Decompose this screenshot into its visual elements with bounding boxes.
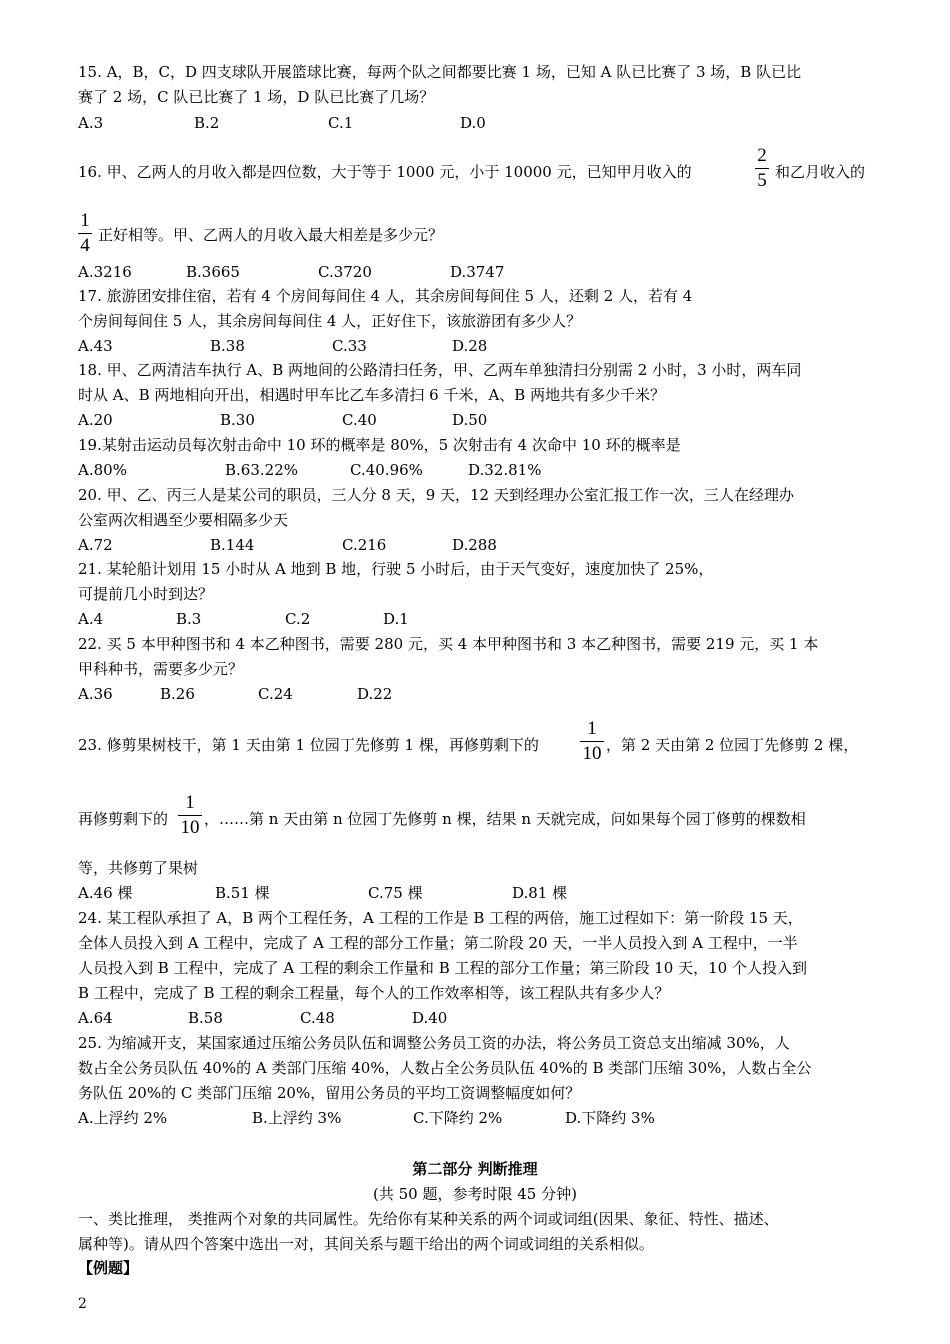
q24-option-a: A.64 bbox=[78, 1009, 113, 1027]
q25-line1: 25. 为缩减开支，某国家通过压缩公务员队伍和调整公务员工资的办法，将公务员工资总支出缩减 30%，人 bbox=[78, 1034, 790, 1052]
section-subtitle: (共 50 题，参考时限 45 分钟) bbox=[373, 1185, 577, 1203]
q21-option-d: D.1 bbox=[383, 610, 409, 628]
q16-option-d: D.3747 bbox=[450, 263, 505, 281]
q25-line2: 数占全公务员队伍 40%的 A 类部门压缩 40%，人数占全公务员队伍 40%的 B 类部门压缩 30%，人数占全公 bbox=[78, 1059, 812, 1077]
q15-option-b: B.2 bbox=[194, 114, 220, 132]
q15-option-a: A.3 bbox=[78, 114, 104, 132]
q24-option-d: D.40 bbox=[412, 1009, 448, 1027]
q23-option-c: C.75 棵 bbox=[368, 884, 423, 902]
section-title: 第二部分 判断推理 bbox=[412, 1160, 538, 1178]
q22-option-c: C.24 bbox=[258, 685, 293, 703]
q20-line2: 公室两次相遇至少要相隔多少天 bbox=[78, 511, 289, 529]
q24-option-c: C.48 bbox=[300, 1009, 335, 1027]
q22-option-d: D.22 bbox=[357, 685, 393, 703]
section-intro-line2: 属种等)。请从四个答案中选出一对，其间关系与题干给出的两个词或词组的关系相似。 bbox=[78, 1235, 654, 1253]
q17-option-b: B.38 bbox=[210, 337, 245, 355]
fraction-denominator: 10 bbox=[180, 817, 200, 838]
q17-line1: 17. 旅游团安排住宿，若有 4 个房间每间住 4 人，其余房间每间住 5 人，还剩 2 人，若有 4 bbox=[78, 287, 693, 305]
q23-fraction-1-10-b bbox=[178, 792, 202, 839]
q20-line1: 20. 甲、乙、丙三人是某公司的职员，三人分 8 天，9 天，12 天到经理办公室汇报工作一次，三人在经理办 bbox=[78, 486, 794, 504]
q19-option-b: B.63.22% bbox=[225, 461, 298, 479]
q16-option-b: B.3665 bbox=[186, 263, 240, 281]
q25-option-b: B.上浮约 3% bbox=[252, 1109, 342, 1127]
q25-line3: 务队伍 20%的 C 类部门压缩 20%，留用公务员的平均工资调整幅度如何？ bbox=[78, 1084, 581, 1102]
fraction-numerator: 2 bbox=[757, 145, 767, 166]
q24-option-b: B.58 bbox=[188, 1009, 223, 1027]
q24-line4: B 工程中，完成了 B 工程的剩余工程量，每个人的工作效率相等，该工程队共有多少人？ bbox=[78, 984, 670, 1002]
q15-line2: 赛了 2 场，C 队已比赛了 1 场，D 队已比赛了几场？ bbox=[78, 88, 435, 106]
q21-line1: 21. 某轮船计划用 15 小时从 A 地到 B 地，行驶 5 小时后，由于天气变好，速度加快了 25%， bbox=[78, 560, 714, 578]
q23-line2b: ，……第 n 天由第 n 位园丁先修剪 n 棵，结果 n 天就完成，问如果每个园丁修剪的棵数相 bbox=[204, 810, 806, 828]
q21-option-c: C.2 bbox=[285, 610, 311, 628]
q18-option-c: C.40 bbox=[342, 411, 377, 429]
q23-line1b: ，第 2 天由第 2 位园丁先修剪 2 棵， bbox=[606, 736, 859, 754]
q23-option-d: D.81 棵 bbox=[512, 884, 568, 902]
page-number: 2 bbox=[78, 1296, 87, 1312]
q17-option-a: A.43 bbox=[78, 337, 113, 355]
q23-line1a: 23. 修剪果树枝干，第 1 天由第 1 位园丁先修剪 1 棵，再修剪剩下的 bbox=[78, 736, 539, 754]
q17-line2: 个房间每间住 5 人，其余房间每间住 4 人，正好住下，该旅游团有多少人？ bbox=[78, 312, 582, 330]
q17-option-c: C.33 bbox=[332, 337, 367, 355]
q19-option-c: C.40.96% bbox=[350, 461, 423, 479]
fraction-numerator: 1 bbox=[80, 210, 90, 231]
q18-option-a: A.20 bbox=[78, 411, 113, 429]
fraction-bar bbox=[755, 168, 769, 169]
q22-option-b: B.26 bbox=[160, 685, 195, 703]
q23-line2a: 再修剪剩下的 bbox=[78, 810, 169, 828]
q18-option-d: D.50 bbox=[452, 411, 488, 429]
q16-line1b: 和乙月收入的 bbox=[775, 163, 866, 181]
q22-line1: 22. 买 5 本甲种图书和 4 本乙种图书，需要 280 元，买 4 本甲种图书和 3 本乙种图书，需要 219 元，买 1 本 bbox=[78, 635, 819, 653]
q16-option-c: C.3720 bbox=[318, 263, 372, 281]
fraction-bar bbox=[580, 741, 604, 742]
q20-option-c: C.216 bbox=[342, 536, 387, 554]
q16-option-a: A.3216 bbox=[78, 263, 132, 281]
q15-option-d: D.0 bbox=[460, 114, 486, 132]
q16-line1a: 16. 甲、乙两人的月收入都是四位数，大于等于 1000 元，小于 10000 元，已知甲月收入的 bbox=[78, 163, 692, 181]
q17-option-d: D.28 bbox=[452, 337, 488, 355]
example-label: 【例题】 bbox=[78, 1259, 139, 1277]
q16-line2: 正好相等。甲、乙两人的月收入最大相差是多少元？ bbox=[98, 226, 444, 244]
q23-option-b: B.51 棵 bbox=[215, 884, 270, 902]
q21-option-a: A.4 bbox=[78, 610, 104, 628]
q25-option-a: A.上浮约 2% bbox=[78, 1109, 168, 1127]
q24-line3: 人员投入到 B 工程中，完成了 A 工程的剩余工作量和 B 工程的部分工作量；第三阶段 10 天，10 个人投入到 bbox=[78, 959, 807, 977]
q20-option-d: D.288 bbox=[452, 536, 497, 554]
fraction-bar bbox=[78, 233, 92, 234]
fraction-denominator: 5 bbox=[757, 170, 767, 191]
q16-fraction-2-5 bbox=[755, 145, 769, 192]
q20-option-b: B.144 bbox=[210, 536, 255, 554]
section-intro-line1: 一、类比推理， 类推两个对象的共同属性。先给你有某种关系的两个词或词组(因果、象征、特性、描述、 bbox=[78, 1210, 779, 1228]
q19-option-a: A.80% bbox=[78, 461, 127, 479]
q19-option-d: D.32.81% bbox=[468, 461, 542, 479]
q25-option-c: C.下降约 2% bbox=[413, 1109, 503, 1127]
q22-line2: 甲科种书，需要多少元？ bbox=[78, 660, 244, 678]
fraction-numerator: 1 bbox=[587, 718, 597, 739]
q19-line1: 19.某射击运动员每次射击命中 10 环的概率是 80%，5 次射击有 4 次命中 10 环的概率是 bbox=[78, 436, 681, 454]
q21-line2: 可提前几小时到达？ bbox=[78, 585, 214, 603]
q23-option-a: A.46 棵 bbox=[78, 884, 133, 902]
q25-option-d: D.下降约 3% bbox=[565, 1109, 655, 1127]
q21-option-b: B.3 bbox=[176, 610, 202, 628]
q23-line3: 等，共修剪了果树 bbox=[78, 859, 199, 877]
q15-option-c: C.1 bbox=[328, 114, 354, 132]
q18-line2: 时从 A、B 两地相向开出，相遇时甲车比乙车多清扫 6 千米，A、B 两地共有多少千米？ bbox=[78, 386, 666, 404]
fraction-numerator: 1 bbox=[185, 792, 195, 813]
fraction-denominator: 10 bbox=[582, 743, 602, 764]
q18-option-b: B.30 bbox=[220, 411, 255, 429]
q15-line1: 15. A，B，C，D 四支球队开展篮球比赛，每两个队之间都要比赛 1 场，已知 A 队已比赛了 3 场，B 队已比 bbox=[78, 63, 802, 81]
fraction-denominator: 4 bbox=[80, 235, 90, 256]
q20-option-a: A.72 bbox=[78, 536, 113, 554]
q16-fraction-1-4 bbox=[78, 210, 92, 257]
q23-fraction-1-10-a bbox=[580, 718, 604, 765]
q22-option-a: A.36 bbox=[78, 685, 113, 703]
fraction-bar bbox=[178, 815, 202, 816]
q18-line1: 18. 甲、乙两清洁车执行 A、B 两地间的公路清扫任务，甲、乙两车单独清扫分别需 2 小时，3 小时，两车同 bbox=[78, 361, 802, 379]
q24-line1: 24. 某工程队承担了 A，B 两个工程任务，A 工程的工作是 B 工程的两倍，施工过程如下：第一阶段 15 天， bbox=[78, 909, 803, 927]
q24-line2: 全体人员投入到 A 工程中，完成了 A 工程的部分工作量；第二阶段 20 天，一半人员投入到 A 工程中，一半 bbox=[78, 934, 798, 952]
